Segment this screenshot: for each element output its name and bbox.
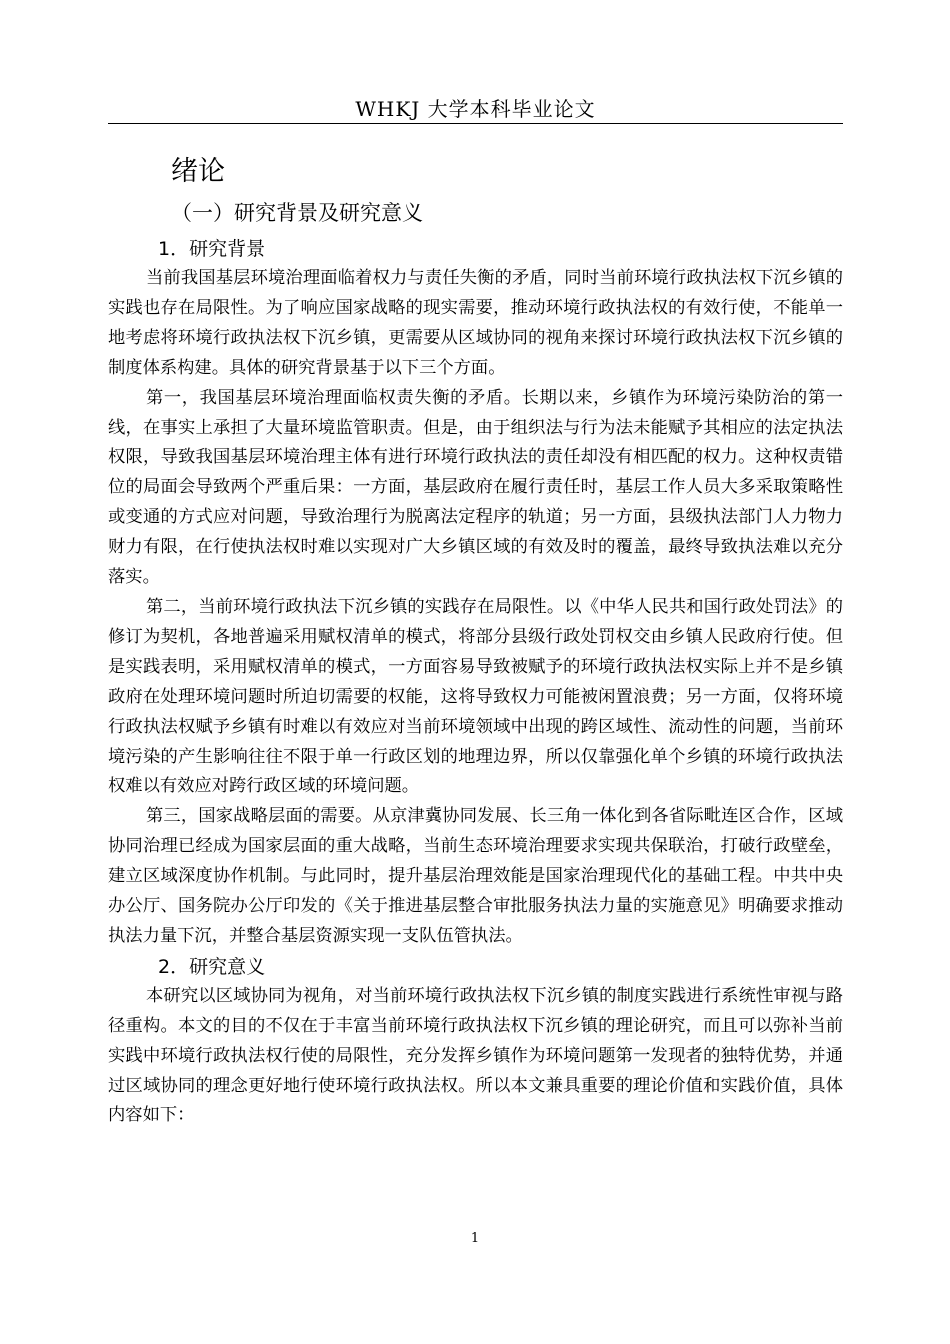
subsection-title-significance: 2．研究意义 xyxy=(158,955,266,978)
paragraph-background-third: 第三，国家战略层面的需要。从京津冀协同发展、长三角一体化到各省际毗连区合作，区域协同治理已经成为国家层面的重大战略，当前生态环境治理要求实现共保联治，打破行政壁垒，建立区域深度协作机制。与此同时，提升基层治理效能是国家治理现代化的基础工程。中共中央办公厅、国务院办公厅印发的《关于推进基层整合审批服务执法力量的实施意见》明确要求推动执法力量下沉，并整合基层资源实现一支队伍管执法。 xyxy=(108,806,843,946)
paragraph-background-intro: 当前我国基层环境治理面临着权力与责任失衡的矛盾，同时当前环境行政执法权下沉乡镇的实践也存在局限性。为了响应国家战略的现实需要，推动环境行政执法权的有效行使，不能单一地考虑将环境行政执法权下沉乡镇，更需要从区域协同的视角来探讨环境行政执法权下沉乡镇的制度体系构建。具体的研究背景基于以下三个方面。 xyxy=(108,268,843,378)
chapter-title: 绪论 xyxy=(171,156,225,187)
paragraph-background-second: 第二，当前环境行政执法下沉乡镇的实践存在局限性。以《中华人民共和国行政处罚法》的修订为契机，各地普遍采用赋权清单的模式，将部分县级行政处罚权交由乡镇人民政府行使。但是实践表明，采用赋权清单的模式，一方面容易导致被赋予的环境行政执法权实际上并不是乡镇政府在处理环境问题时所迫切需要的权能，这将导致权力可能被闲置浪费；另一方面，仅将环境行政执法权赋予乡镇有时难以有效应对当前环境领域中出现的跨区域性、流动性的问题，当前环境污染的产生影响往往不限于单一行政区划的地理边界，所以仅靠强化单个乡镇的环境行政执法权难以有效应对跨行政区域的环境问题。 xyxy=(108,596,843,797)
header-rule xyxy=(108,123,843,124)
section-title: （一）研究背景及研究意义 xyxy=(171,201,423,225)
page-number: 1 xyxy=(470,1231,480,1246)
running-header: WHKJ 大学本科毕业论文 xyxy=(355,97,596,121)
subsection-title-background: 1．研究背景 xyxy=(158,238,266,260)
page-content xyxy=(108,152,843,1131)
paragraph-background-first: 第一，我国基层环境治理面临权责失衡的矛盾。长期以来，乡镇作为环境污染防治的第一线，在事实上承担了大量环境监管职责。但是，由于组织法与行为法未能赋予其相应的法定执法权限，导致我国基层环境治理主体有进行环境行政执法的责任却没有相匹配的权力。这种权责错位的局面会导致两个严重后果：一方面，基层政府在履行责任时，基层工作人员大多采取策略性或变通的方式应对问题，导致治理行为脱离法定程序的轨道；另一方面，县级执法部门人力物力财力有限，在行使执法权时难以实现对广大乡镇区域的有效及时的覆盖，最终导致执法难以充分落实。 xyxy=(108,387,843,588)
paragraph-significance: 本研究以区域协同为视角，对当前环境行政执法权下沉乡镇的制度实践进行系统性审视与路径重构。本文的目的不仅在于丰富当前环境行政执法权下沉乡镇的理论研究，而且可以弥补当前实践中环境行政执法权行使的局限性，充分发挥乡镇作为环境问题第一发现者的独特优势，并通过区域协同的理念更好地行使环境行政执法权。所以本文兼具重要的理论价值和实践价值，具体内容如下： xyxy=(108,985,843,1126)
